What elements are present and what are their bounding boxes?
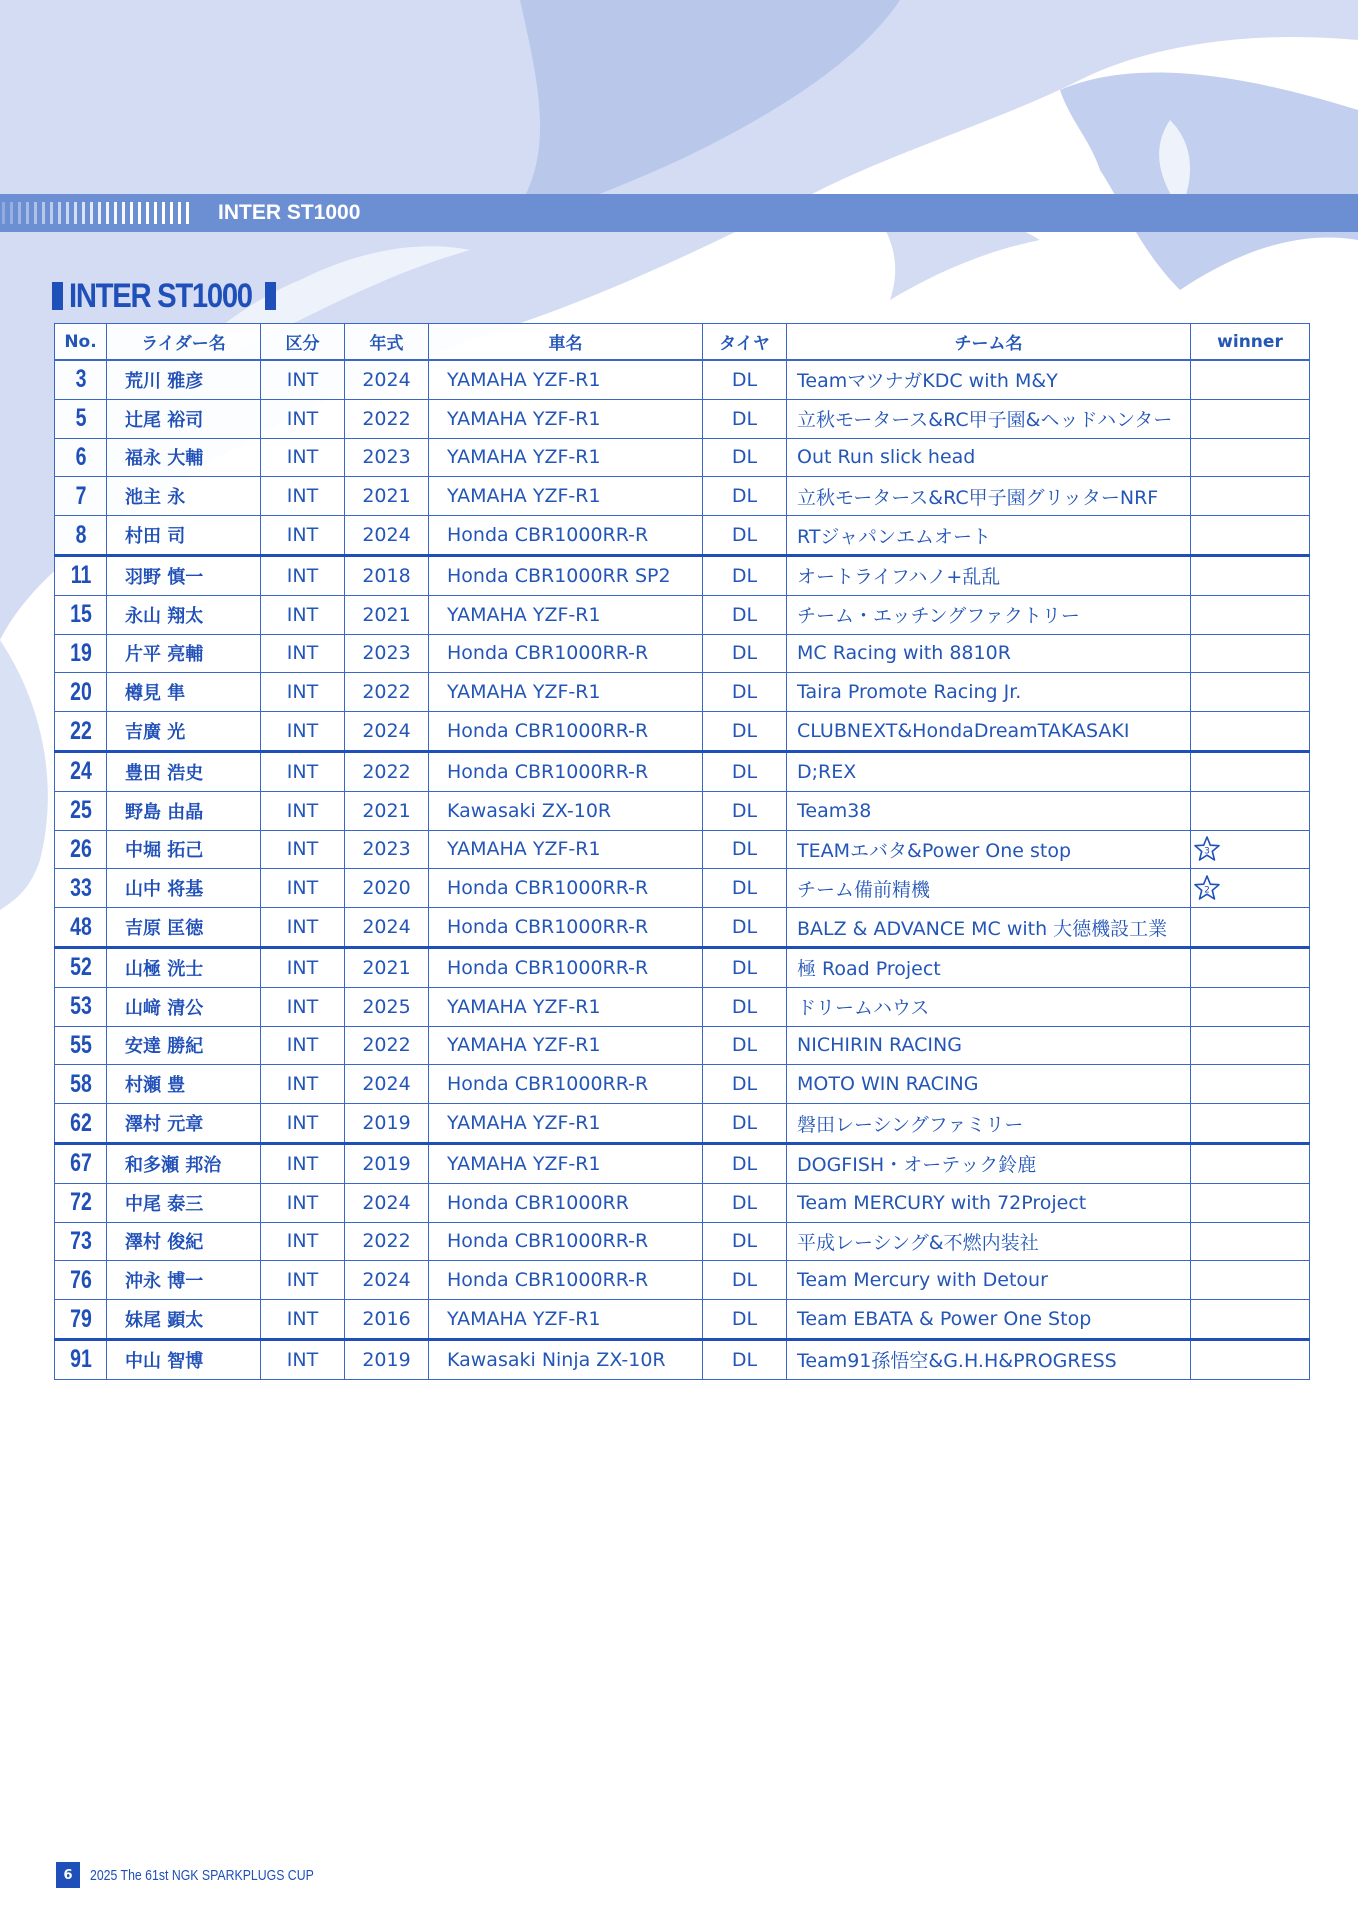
bike-cell: Honda CBR1000RR-R	[429, 751, 703, 791]
winner-cell	[1191, 634, 1310, 673]
rider-name: 野島 由晶	[107, 791, 261, 830]
rider-name: 妹尾 顕太	[107, 1300, 261, 1340]
table-row	[55, 399, 1310, 438]
class-cell: INT	[261, 1222, 345, 1261]
bike-cell: YAMAHA YZF-R1	[429, 673, 703, 712]
year-cell: 2019	[345, 1104, 429, 1144]
winner-cell	[1191, 712, 1310, 752]
team-cell: BALZ & ADVANCE MC with 大德機設工業	[787, 908, 1191, 948]
tire-cell: DL	[703, 360, 787, 399]
year-cell: 2022	[345, 673, 429, 712]
table-row	[55, 1104, 1310, 1144]
year-cell: 2018	[345, 555, 429, 595]
band-title: INTER ST1000	[218, 201, 361, 224]
year-cell: 2024	[345, 908, 429, 948]
bike-cell: Kawasaki Ninja ZX-10R	[429, 1339, 703, 1379]
team-cell: Team EBATA & Power One Stop	[787, 1300, 1191, 1340]
winner-cell	[1191, 869, 1310, 908]
winner-cell	[1191, 1065, 1310, 1104]
class-cell: INT	[261, 1026, 345, 1065]
section-title	[52, 276, 276, 316]
winner-cell	[1191, 438, 1310, 477]
tire-cell: DL	[703, 1261, 787, 1300]
table-row	[55, 987, 1310, 1026]
table-row	[55, 1300, 1310, 1340]
tire-cell: DL	[703, 1026, 787, 1065]
page-footer	[56, 1862, 363, 1888]
tire-cell: DL	[703, 1143, 787, 1183]
race-number: 58	[60, 1065, 101, 1104]
column-header: チーム名	[787, 324, 1191, 361]
team-cell: TeamマツナガKDC with M&Y	[787, 360, 1191, 399]
bike-cell: YAMAHA YZF-R1	[429, 1300, 703, 1340]
team-cell: DOGFISH・オーテック鈴鹿	[787, 1143, 1191, 1183]
year-cell: 2019	[345, 1143, 429, 1183]
bike-cell: YAMAHA YZF-R1	[429, 987, 703, 1026]
class-cell: INT	[261, 399, 345, 438]
team-cell: 立秋モータース&RC甲子園&ヘッドハンター	[787, 399, 1191, 438]
tire-cell: DL	[703, 987, 787, 1026]
rider-name: 永山 翔太	[107, 595, 261, 634]
year-cell: 2022	[345, 1222, 429, 1261]
tire-cell: DL	[703, 477, 787, 516]
class-cell: INT	[261, 830, 345, 869]
race-number: 48	[60, 908, 101, 948]
year-cell: 2024	[345, 1065, 429, 1104]
rider-name: 中山 智博	[107, 1339, 261, 1379]
tire-cell: DL	[703, 869, 787, 908]
year-cell: 2024	[345, 360, 429, 399]
bike-cell: Honda CBR1000RR-R	[429, 516, 703, 556]
year-cell: 2023	[345, 438, 429, 477]
table-row	[55, 477, 1310, 516]
table-row	[55, 751, 1310, 791]
rider-name: 荒川 雅彦	[107, 360, 261, 399]
tire-cell: DL	[703, 1339, 787, 1379]
race-number: 8	[60, 516, 101, 556]
winner-cell	[1191, 751, 1310, 791]
bike-cell: Honda CBR1000RR-R	[429, 908, 703, 948]
race-number: 62	[60, 1104, 101, 1144]
race-number: 33	[60, 869, 101, 908]
year-cell: 2021	[345, 595, 429, 634]
year-cell: 2024	[345, 516, 429, 556]
bike-cell: YAMAHA YZF-R1	[429, 595, 703, 634]
bike-cell: YAMAHA YZF-R1	[429, 830, 703, 869]
winner-cell	[1191, 595, 1310, 634]
column-header: タイヤ	[703, 324, 787, 361]
bike-cell: YAMAHA YZF-R1	[429, 438, 703, 477]
rider-name: 澤村 元章	[107, 1104, 261, 1144]
class-cell: INT	[261, 438, 345, 477]
team-cell: 極 Road Project	[787, 947, 1191, 987]
bike-cell: Honda CBR1000RR-R	[429, 634, 703, 673]
bike-cell: YAMAHA YZF-R1	[429, 360, 703, 399]
winner-cell	[1191, 673, 1310, 712]
rider-name: 片平 亮輔	[107, 634, 261, 673]
rider-name: 村瀬 豊	[107, 1065, 261, 1104]
winner-count: 3	[1204, 846, 1210, 857]
table-row	[55, 595, 1310, 634]
team-cell: RTジャパンエムオート	[787, 516, 1191, 556]
table-row	[55, 1339, 1310, 1379]
race-number: 20	[60, 673, 101, 712]
table-row	[55, 673, 1310, 712]
page-number: 6	[56, 1862, 80, 1888]
year-cell: 2022	[345, 1026, 429, 1065]
race-number: 5	[60, 399, 101, 438]
bike-cell: Honda CBR1000RR-R	[429, 1065, 703, 1104]
class-cell: INT	[261, 987, 345, 1026]
class-cell: INT	[261, 595, 345, 634]
bike-cell: Honda CBR1000RR-R	[429, 869, 703, 908]
rider-name: 中堀 拓己	[107, 830, 261, 869]
table-row	[55, 1143, 1310, 1183]
winner-cell	[1191, 1300, 1310, 1340]
table-row	[55, 712, 1310, 752]
tire-cell: DL	[703, 673, 787, 712]
table-row	[55, 1065, 1310, 1104]
race-number: 53	[60, 987, 101, 1026]
section-header-band	[0, 194, 1358, 232]
team-cell: MC Racing with 8810R	[787, 634, 1191, 673]
tire-cell: DL	[703, 438, 787, 477]
rider-name: 安達 勝紀	[107, 1026, 261, 1065]
table-row	[55, 634, 1310, 673]
rider-name: 和多瀬 邦治	[107, 1143, 261, 1183]
title-bar-right	[265, 282, 276, 310]
winner-star-icon	[1191, 877, 1221, 899]
entry-list-table	[54, 323, 1310, 1380]
table-row	[55, 830, 1310, 869]
winner-count: 2	[1204, 885, 1210, 896]
class-cell: INT	[261, 869, 345, 908]
year-cell: 2022	[345, 751, 429, 791]
class-cell: INT	[261, 1183, 345, 1222]
team-cell: D;REX	[787, 751, 1191, 791]
table-row	[55, 869, 1310, 908]
class-cell: INT	[261, 516, 345, 556]
winner-cell	[1191, 555, 1310, 595]
class-cell: INT	[261, 712, 345, 752]
class-cell: INT	[261, 1143, 345, 1183]
rider-name: 吉原 匡徳	[107, 908, 261, 948]
table-row	[55, 947, 1310, 987]
winner-cell	[1191, 1104, 1310, 1144]
class-cell: INT	[261, 908, 345, 948]
year-cell: 2019	[345, 1339, 429, 1379]
rider-name: 吉廣 光	[107, 712, 261, 752]
class-cell: INT	[261, 360, 345, 399]
year-cell: 2024	[345, 712, 429, 752]
year-cell: 2016	[345, 1300, 429, 1340]
race-number: 22	[60, 712, 101, 752]
team-cell: チーム・エッチングファクトリー	[787, 595, 1191, 634]
column-header: winner	[1191, 324, 1310, 361]
tire-cell: DL	[703, 791, 787, 830]
tire-cell: DL	[703, 908, 787, 948]
class-cell: INT	[261, 673, 345, 712]
team-cell: NICHIRIN RACING	[787, 1026, 1191, 1065]
tire-cell: DL	[703, 595, 787, 634]
rider-name: 山﨑 清公	[107, 987, 261, 1026]
rider-name: 辻尾 裕司	[107, 399, 261, 438]
class-cell: INT	[261, 634, 345, 673]
tire-cell: DL	[703, 1065, 787, 1104]
winner-cell	[1191, 987, 1310, 1026]
team-cell: Team Mercury with Detour	[787, 1261, 1191, 1300]
winner-cell	[1191, 516, 1310, 556]
class-cell: INT	[261, 477, 345, 516]
bike-cell: Honda CBR1000RR-R	[429, 712, 703, 752]
tire-cell: DL	[703, 1183, 787, 1222]
race-number: 24	[60, 751, 101, 791]
winner-cell	[1191, 1222, 1310, 1261]
year-cell: 2022	[345, 399, 429, 438]
team-cell: チーム備前精機	[787, 869, 1191, 908]
winner-cell	[1191, 1261, 1310, 1300]
footer-text: 2025 The 61st NGK SPARKPLUGS CUP	[90, 1866, 314, 1884]
winner-cell	[1191, 791, 1310, 830]
section-title-text: INTER ST1000	[69, 276, 252, 315]
year-cell: 2024	[345, 1183, 429, 1222]
class-cell: INT	[261, 1339, 345, 1379]
tire-cell: DL	[703, 947, 787, 987]
table-row	[55, 516, 1310, 556]
tire-cell: DL	[703, 399, 787, 438]
tire-cell: DL	[703, 555, 787, 595]
table-row	[55, 555, 1310, 595]
team-cell: CLUBNEXT&HondaDreamTAKASAKI	[787, 712, 1191, 752]
tire-cell: DL	[703, 712, 787, 752]
team-cell: ドリームハウス	[787, 987, 1191, 1026]
bike-cell: YAMAHA YZF-R1	[429, 1104, 703, 1144]
rider-name: 山極 洸士	[107, 947, 261, 987]
column-header: 区分	[261, 324, 345, 361]
rider-name: 羽野 慎一	[107, 555, 261, 595]
bike-cell: Honda CBR1000RR SP2	[429, 555, 703, 595]
team-cell: Out Run slick head	[787, 438, 1191, 477]
race-number: 72	[60, 1183, 101, 1222]
bike-cell: Honda CBR1000RR-R	[429, 947, 703, 987]
rider-name: 中尾 泰三	[107, 1183, 261, 1222]
table-row	[55, 1183, 1310, 1222]
column-header: ライダー名	[107, 324, 261, 361]
winner-cell	[1191, 360, 1310, 399]
class-cell: INT	[261, 947, 345, 987]
race-number: 6	[60, 438, 101, 477]
team-cell: Team MERCURY with 72Project	[787, 1183, 1191, 1222]
bike-cell: Kawasaki ZX-10R	[429, 791, 703, 830]
table-row	[55, 1261, 1310, 1300]
winner-cell	[1191, 399, 1310, 438]
tire-cell: DL	[703, 751, 787, 791]
winner-cell	[1191, 477, 1310, 516]
tire-cell: DL	[703, 1222, 787, 1261]
rider-name: 沖永 博一	[107, 1261, 261, 1300]
team-cell: 磐田レーシングファミリー	[787, 1104, 1191, 1144]
column-header: 年式	[345, 324, 429, 361]
tire-cell: DL	[703, 516, 787, 556]
race-number: 55	[60, 1026, 101, 1065]
winner-cell	[1191, 908, 1310, 948]
bike-cell: Honda CBR1000RR-R	[429, 1261, 703, 1300]
title-bar-left	[52, 282, 63, 310]
rider-name: 山中 将基	[107, 869, 261, 908]
race-number: 73	[60, 1222, 101, 1261]
year-cell: 2023	[345, 634, 429, 673]
table-row	[55, 360, 1310, 399]
rider-name: 池主 永	[107, 477, 261, 516]
race-number: 52	[60, 947, 101, 987]
bike-cell: YAMAHA YZF-R1	[429, 399, 703, 438]
team-cell: 立秋モータース&RC甲子園グリッターNRF	[787, 477, 1191, 516]
team-cell: Team91孫悟空&G.H.H&PROGRESS	[787, 1339, 1191, 1379]
team-cell: TEAMエバタ&Power One stop	[787, 830, 1191, 869]
race-number: 7	[60, 477, 101, 516]
race-number: 15	[60, 595, 101, 634]
year-cell: 2024	[345, 1261, 429, 1300]
column-header: 車名	[429, 324, 703, 361]
team-cell: Team38	[787, 791, 1191, 830]
race-number: 76	[60, 1261, 101, 1300]
winner-cell	[1191, 1339, 1310, 1379]
bike-cell: Honda CBR1000RR-R	[429, 1222, 703, 1261]
column-header: No.	[55, 324, 107, 361]
table-header-row	[55, 324, 1310, 361]
winner-cell	[1191, 1143, 1310, 1183]
tire-cell: DL	[703, 634, 787, 673]
year-cell: 2021	[345, 791, 429, 830]
race-number: 3	[60, 360, 101, 399]
class-cell: INT	[261, 1065, 345, 1104]
winner-cell	[1191, 1026, 1310, 1065]
stripe-decoration	[0, 202, 200, 224]
year-cell: 2023	[345, 830, 429, 869]
year-cell: 2021	[345, 477, 429, 516]
tire-cell: DL	[703, 1104, 787, 1144]
bike-cell: YAMAHA YZF-R1	[429, 1143, 703, 1183]
winner-cell	[1191, 947, 1310, 987]
race-number: 26	[60, 830, 101, 869]
table-row	[55, 1026, 1310, 1065]
tire-cell: DL	[703, 1300, 787, 1340]
rider-name: 村田 司	[107, 516, 261, 556]
table-row	[55, 438, 1310, 477]
bike-cell: Honda CBR1000RR	[429, 1183, 703, 1222]
race-number: 19	[60, 634, 101, 673]
class-cell: INT	[261, 1104, 345, 1144]
class-cell: INT	[261, 1261, 345, 1300]
winner-cell	[1191, 830, 1310, 869]
team-cell: Taira Promote Racing Jr.	[787, 673, 1191, 712]
year-cell: 2021	[345, 947, 429, 987]
race-number: 67	[60, 1143, 101, 1183]
winner-star-icon	[1191, 838, 1221, 860]
table-row	[55, 1222, 1310, 1261]
rider-name: 樽見 隼	[107, 673, 261, 712]
year-cell: 2025	[345, 987, 429, 1026]
winner-cell	[1191, 1183, 1310, 1222]
bike-cell: YAMAHA YZF-R1	[429, 477, 703, 516]
rider-name: 澤村 俊紀	[107, 1222, 261, 1261]
class-cell: INT	[261, 555, 345, 595]
tire-cell: DL	[703, 830, 787, 869]
race-number: 11	[60, 555, 101, 595]
table-row	[55, 908, 1310, 948]
team-cell: オートライフハノ+乱乱	[787, 555, 1191, 595]
race-number: 91	[60, 1339, 101, 1379]
bike-cell: YAMAHA YZF-R1	[429, 1026, 703, 1065]
team-cell: 平成レーシング&不燃内装社	[787, 1222, 1191, 1261]
class-cell: INT	[261, 791, 345, 830]
class-cell: INT	[261, 1300, 345, 1340]
rider-name: 福永 大輔	[107, 438, 261, 477]
table-row	[55, 791, 1310, 830]
race-number: 79	[60, 1300, 101, 1340]
rider-name: 豊田 浩史	[107, 751, 261, 791]
race-number: 25	[60, 791, 101, 830]
class-cell: INT	[261, 751, 345, 791]
year-cell: 2020	[345, 869, 429, 908]
team-cell: MOTO WIN RACING	[787, 1065, 1191, 1104]
